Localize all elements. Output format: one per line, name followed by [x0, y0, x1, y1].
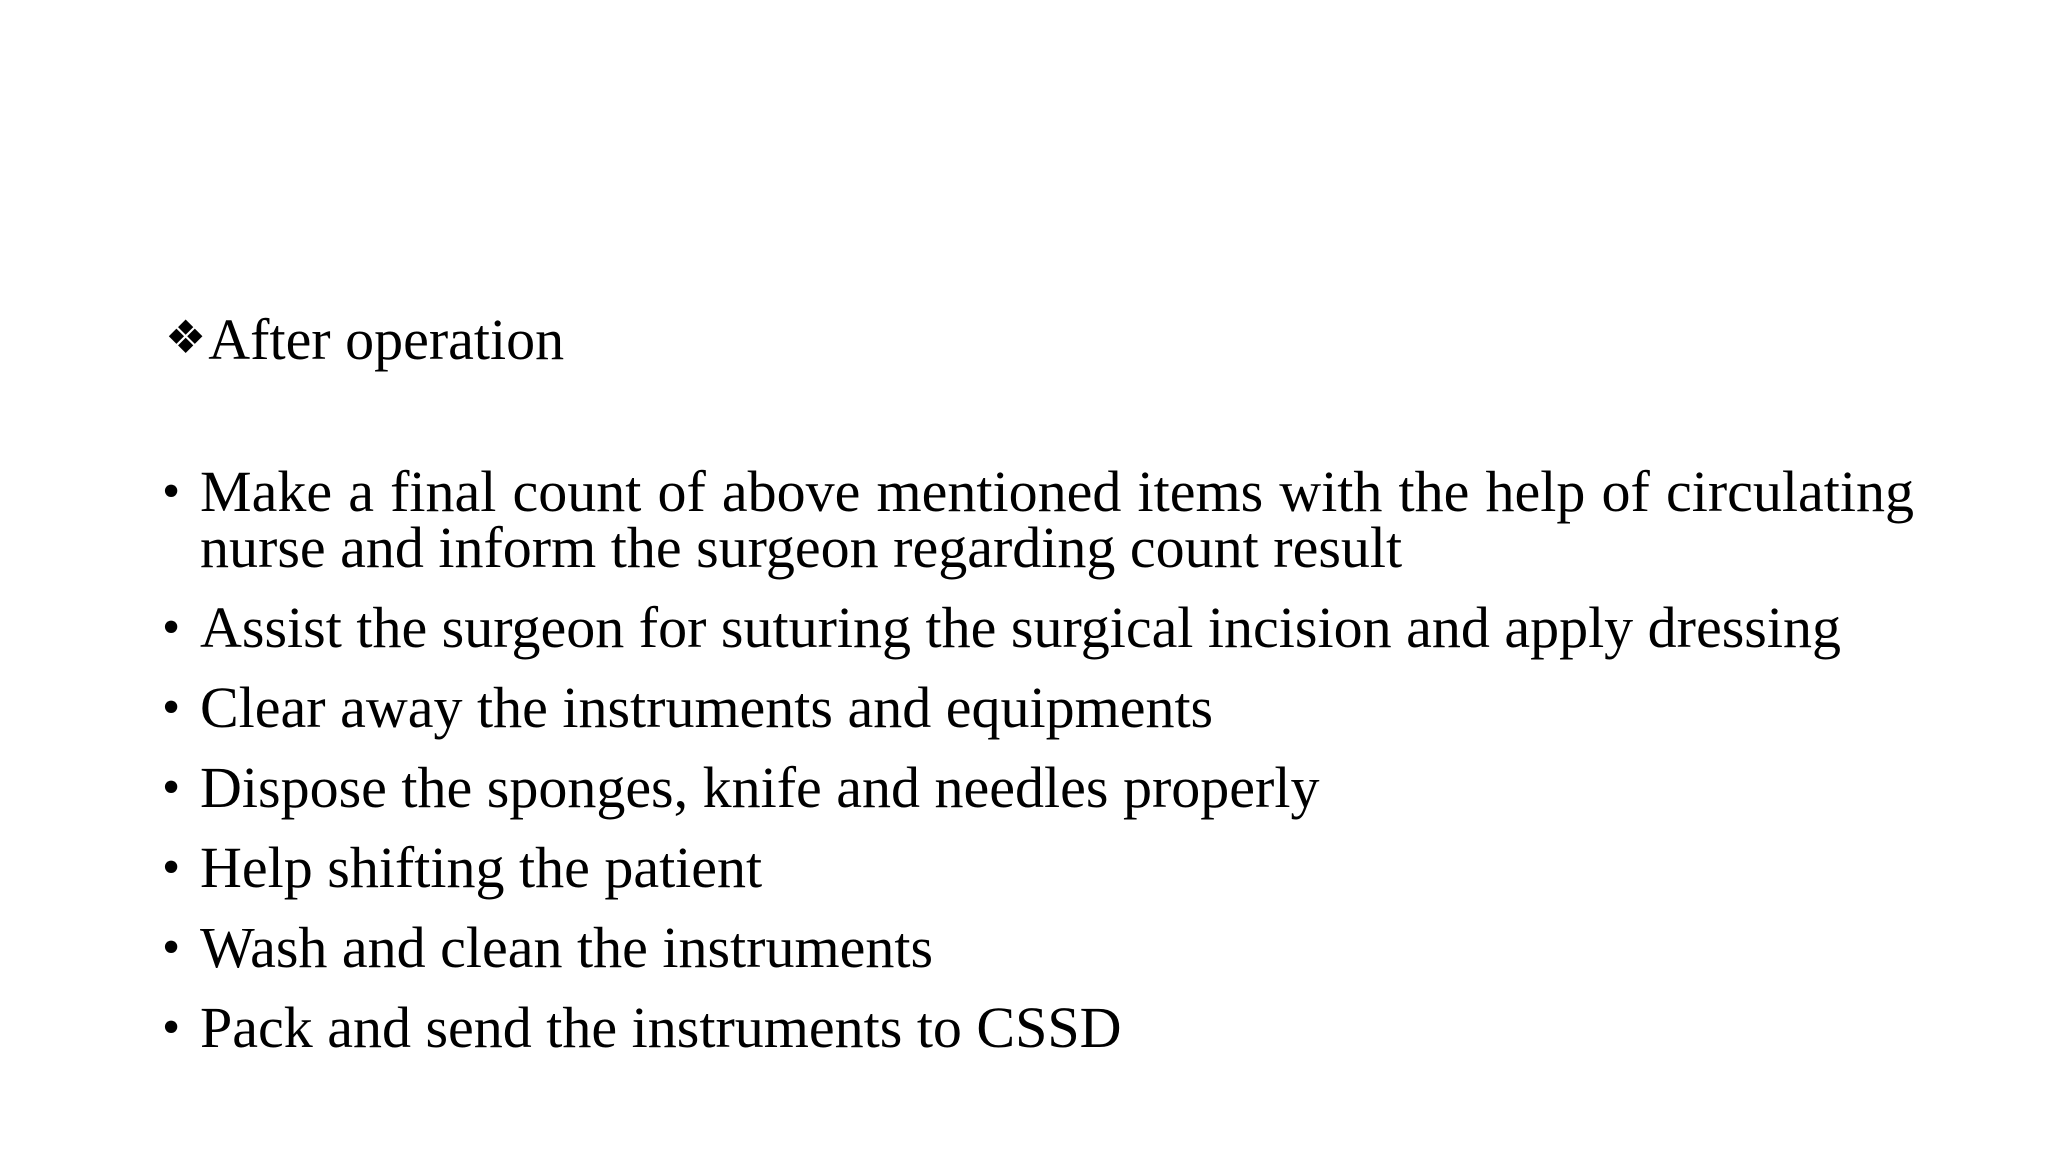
- list-item: [162, 675, 1914, 740]
- list-item: [162, 995, 1914, 1060]
- bullet-icon: •: [162, 599, 181, 656]
- list-item-text: Pack and send the instruments to CSSD: [200, 995, 1122, 1060]
- section-heading-text: After operation: [208, 307, 565, 372]
- bullet-list: [162, 459, 1914, 1080]
- list-item: [162, 835, 1914, 900]
- list-item-text: Wash and clean the instruments: [200, 915, 934, 980]
- list-item-text: Clear away the instruments and equipments: [200, 675, 1214, 740]
- bullet-icon: •: [162, 463, 181, 520]
- list-item: [162, 459, 1914, 580]
- bullet-icon: •: [162, 999, 181, 1056]
- section-heading: [165, 303, 564, 375]
- list-item: [162, 755, 1914, 820]
- bullet-icon: •: [162, 919, 181, 976]
- bullet-icon: •: [162, 839, 181, 896]
- list-item-text: Assist the surgeon for suturing the surgical incision and apply dressing: [200, 595, 1841, 660]
- bullet-icon: •: [162, 759, 181, 816]
- diamond-bullet-icon: ❖: [165, 312, 207, 363]
- list-item: [162, 915, 1914, 980]
- list-item-text: Help shifting the patient: [200, 835, 763, 900]
- bullet-icon: •: [162, 679, 181, 736]
- list-item: [162, 595, 1914, 660]
- list-item-text: Make a final count of above mentioned items with the help of circulating nurse and inform the surgeon regarding count result: [200, 459, 1914, 580]
- list-item-text: Dispose the sponges, knife and needles properly: [200, 755, 1320, 820]
